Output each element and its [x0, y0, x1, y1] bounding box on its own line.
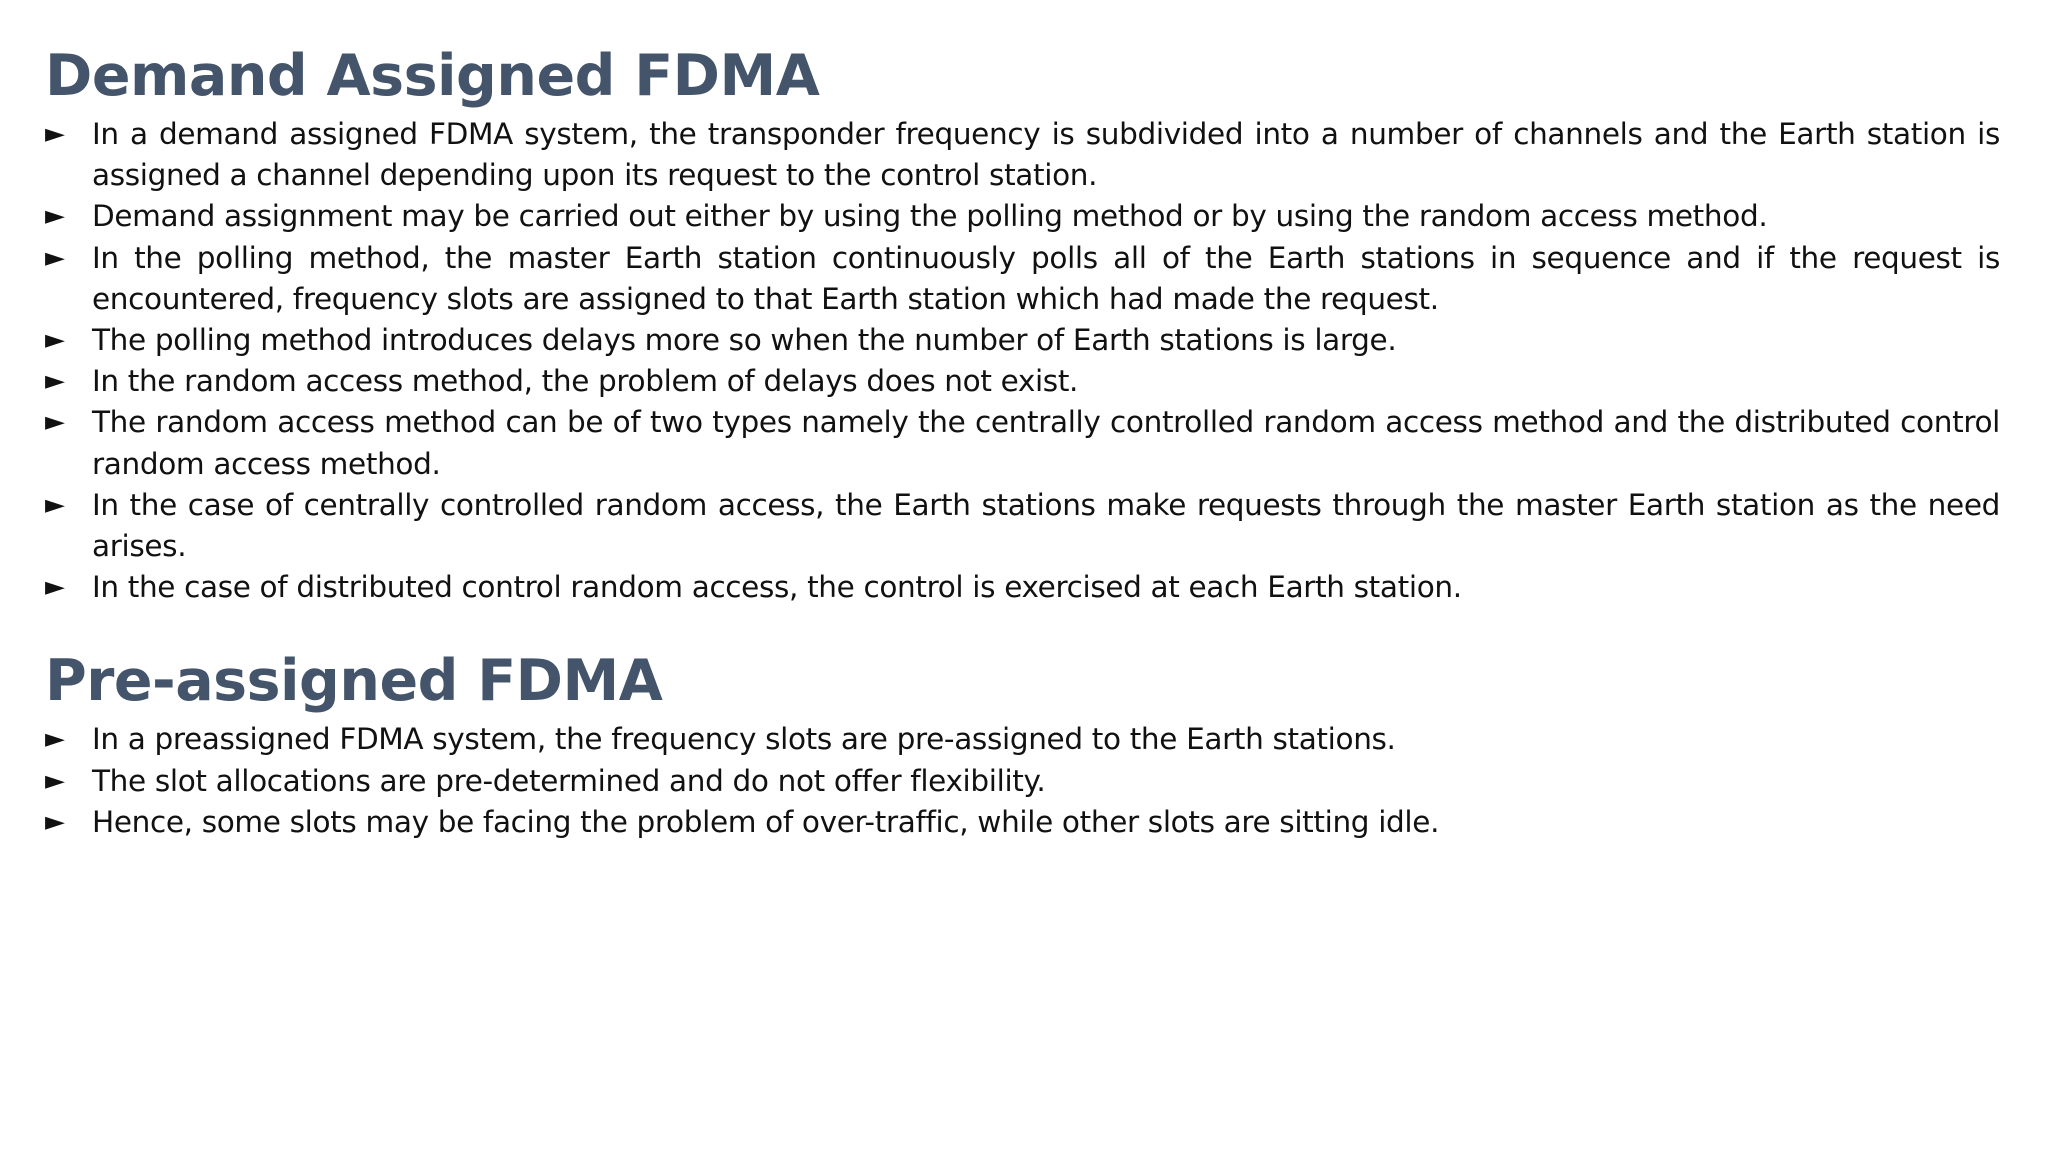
- bullet-item: [45, 567, 2000, 608]
- bullet-item: [45, 761, 2000, 802]
- bullet-text: In the case of distributed control random access, the control is exercised at each Earth station.: [92, 570, 1462, 605]
- triangle-right-icon: ►: [45, 489, 65, 520]
- bullet-text: Demand assignment may be carried out either by using the polling method or by using the random access method.: [92, 199, 1768, 234]
- triangle-right-icon: ►: [45, 806, 65, 837]
- demand-assigned-bullet-list: [45, 114, 2000, 608]
- bullet-item: [45, 485, 2000, 567]
- triangle-right-icon: ►: [45, 407, 65, 438]
- bullet-text: In the random access method, the problem of delays does not exist.: [92, 364, 1079, 399]
- bullet-text: The slot allocations are pre-determined and do not offer flexibility.: [92, 763, 1046, 798]
- bullet-item: [45, 238, 2000, 320]
- bullet-text: The polling method introduces delays more so when the number of Earth stations is large.: [92, 323, 1397, 358]
- pre-assigned-bullet-list: [45, 719, 2000, 843]
- bullet-item: [45, 114, 2000, 196]
- bullet-text: The random access method can be of two types namely the centrally controlled random access method and the distributed control random access method.: [92, 405, 2000, 481]
- bullet-item: [45, 361, 2000, 402]
- bullet-text: In a demand assigned FDMA system, the transponder frequency is subdivided into a number of channels and the Earth station is assigned a channel depending upon its request to the control station.: [92, 117, 2000, 193]
- bullet-item: [45, 802, 2000, 843]
- triangle-right-icon: ►: [45, 325, 65, 356]
- bullet-item: [45, 196, 2000, 237]
- triangle-right-icon: ►: [45, 765, 65, 796]
- triangle-right-icon: ►: [45, 572, 65, 603]
- triangle-right-icon: ►: [45, 366, 65, 397]
- bullet-item: [45, 719, 2000, 760]
- section-title-demand-assigned: Demand Assigned FDMA: [45, 43, 820, 109]
- bullet-item: [45, 402, 2000, 484]
- triangle-right-icon: ►: [45, 242, 65, 273]
- bullet-text: In the polling method, the master Earth station continuously polls all of the Earth stations in sequence and if the request is encountered, frequency slots are assigned to that Earth station which had made the request.: [92, 240, 2000, 316]
- bullet-text: In a preassigned FDMA system, the frequency slots are pre-assigned to the Earth stations.: [92, 722, 1396, 757]
- triangle-right-icon: ►: [45, 119, 65, 149]
- section-title-pre-assigned: Pre-assigned FDMA: [45, 648, 663, 715]
- bullet-item: [45, 320, 2000, 361]
- triangle-right-icon: ►: [45, 724, 65, 755]
- triangle-right-icon: ►: [45, 201, 65, 232]
- bullet-text: In the case of centrally controlled random access, the Earth stations make requests through the master Earth station as the need arises.: [92, 487, 2000, 564]
- bullet-text: Hence, some slots may be facing the problem of over-traffic, while other slots are sitting idle.: [92, 804, 1440, 839]
